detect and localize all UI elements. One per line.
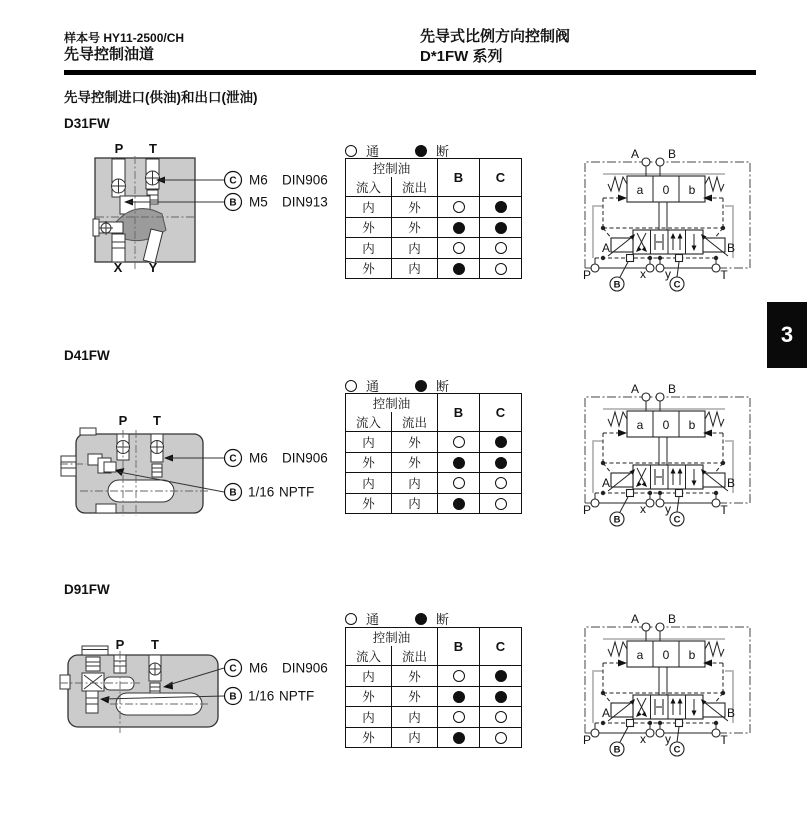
cell-out: 内 [392, 727, 438, 748]
cell-in: 外 [346, 493, 392, 514]
col-b-header: B [438, 159, 480, 197]
cell-b [438, 238, 480, 259]
col-in-header: 流入 [346, 177, 392, 197]
cell-in: 内 [346, 666, 392, 687]
state-dot [495, 691, 507, 703]
header-rule [64, 70, 756, 75]
callout-b-standard: NPTF [279, 484, 315, 500]
state-dot [453, 436, 465, 448]
col-in-header: 流入 [346, 646, 392, 666]
callout-b-thread: 1/16 [248, 484, 275, 500]
callout-c-thread: M6 [249, 172, 268, 188]
state-dot [495, 732, 507, 744]
cell-b [438, 686, 480, 707]
cell-b [438, 473, 480, 494]
state-dot [453, 670, 465, 682]
table-row [346, 493, 522, 514]
callout-c-standard: DIN906 [282, 172, 328, 188]
cell-out: 外 [392, 666, 438, 687]
cell-c [480, 493, 522, 514]
legend-open-label: 通 [366, 612, 380, 627]
d41fw-port-diagram [60, 406, 330, 520]
section-title-d31fw: D31FW [64, 116, 110, 131]
cell-out: 内 [392, 473, 438, 494]
table-group-header: 控制油 [346, 394, 438, 413]
cell-b [438, 217, 480, 238]
port-p-label: P [115, 637, 125, 652]
cell-b [438, 197, 480, 218]
cell-b [438, 666, 480, 687]
cell-c [480, 258, 522, 279]
cell-in: 外 [346, 727, 392, 748]
state-dot [495, 477, 507, 489]
cell-in: 外 [346, 217, 392, 238]
d31fw-port-diagram [60, 140, 330, 274]
cell-in: 内 [346, 473, 392, 494]
table-row [346, 473, 522, 494]
section-title-d41fw: D41FW [64, 348, 110, 363]
col-out-header: 流出 [392, 412, 438, 432]
callout-c-key: C [229, 453, 237, 465]
page-subtitle: 先导控制进口(供油)和出口(泄油) [64, 90, 258, 105]
state-dot [495, 457, 507, 469]
table-group-header: 控制油 [346, 159, 438, 178]
state-dot [495, 436, 507, 448]
legend-open-dot [345, 145, 357, 157]
legend [345, 609, 449, 628]
cell-b [438, 452, 480, 473]
callout-b-key: B [229, 487, 237, 499]
port-t-label: T [153, 413, 161, 428]
cell-c [480, 238, 522, 259]
cell-c [480, 432, 522, 453]
cell-b [438, 258, 480, 279]
cell-in: 内 [346, 238, 392, 259]
sample-number: 样本号 HY11-2500/CH [64, 31, 185, 45]
cell-out: 内 [392, 707, 438, 728]
table-row [346, 452, 522, 473]
port-y-label: Y [148, 260, 158, 275]
cell-in: 内 [346, 197, 392, 218]
legend-closed-dot [415, 613, 427, 625]
control-oil-table-d41fw [345, 393, 522, 514]
col-in-header: 流入 [346, 412, 392, 432]
cell-out: 外 [392, 432, 438, 453]
table-row [346, 727, 522, 748]
cell-in: 外 [346, 258, 392, 279]
product-title: 先导式比例方向控制阀 [420, 28, 571, 45]
callout-c-standard: DIN906 [282, 660, 328, 676]
cell-c [480, 727, 522, 748]
cell-c [480, 666, 522, 687]
cell-c [480, 197, 522, 218]
control-oil-table-d91fw [345, 627, 522, 748]
section-title-d91fw: D91FW [64, 582, 110, 597]
callout-c-key: C [229, 175, 237, 187]
cell-c [480, 473, 522, 494]
legend-closed-label: 断 [436, 379, 450, 394]
legend-open-label: 通 [366, 379, 380, 394]
d31fw-hydraulic-schematic [575, 146, 760, 294]
cell-b [438, 727, 480, 748]
table-row [346, 217, 522, 238]
table-row [346, 197, 522, 218]
callout-c-standard: DIN906 [282, 450, 328, 466]
callout-b-thread: 1/16 [248, 688, 275, 704]
cell-in: 外 [346, 686, 392, 707]
state-dot [495, 242, 507, 254]
cell-b [438, 707, 480, 728]
cell-out: 外 [392, 452, 438, 473]
cell-c [480, 452, 522, 473]
chapter-tab: 3 [767, 302, 807, 368]
legend-closed-label: 断 [436, 144, 450, 159]
col-c-header: C [480, 628, 522, 666]
port-t-label: T [149, 141, 157, 156]
legend-open-dot [345, 613, 357, 625]
port-t-label: T [151, 637, 159, 652]
cell-b [438, 432, 480, 453]
col-c-header: C [480, 159, 522, 197]
col-c-header: C [480, 394, 522, 432]
table-row [346, 707, 522, 728]
legend-closed-dot [415, 380, 427, 392]
state-dot [453, 242, 465, 254]
control-oil-table-d31fw [345, 158, 522, 279]
table-row [346, 258, 522, 279]
legend-closed-dot [415, 145, 427, 157]
state-dot [453, 711, 465, 723]
callout-b-key: B [229, 197, 237, 209]
d91fw-port-diagram [60, 635, 330, 737]
state-dot [453, 691, 465, 703]
legend-open-label: 通 [366, 144, 380, 159]
cell-c [480, 707, 522, 728]
col-b-header: B [438, 394, 480, 432]
port-x-label: X [113, 260, 123, 275]
port-p-label: P [118, 413, 128, 428]
series-title: D*1FW 系列 [420, 48, 503, 65]
callout-b-standard: DIN913 [282, 194, 328, 210]
cell-out: 外 [392, 686, 438, 707]
cell-in: 外 [346, 452, 392, 473]
callout-b-thread: M5 [249, 194, 268, 210]
col-out-header: 流出 [392, 646, 438, 666]
legend-open-dot [345, 380, 357, 392]
table-row [346, 238, 522, 259]
cell-out: 内 [392, 493, 438, 514]
table-row [346, 686, 522, 707]
callout-c-thread: M6 [249, 450, 268, 466]
cell-out: 外 [392, 197, 438, 218]
state-dot [495, 201, 507, 213]
d41fw-hydraulic-schematic [575, 381, 760, 529]
state-dot [453, 732, 465, 744]
legend-closed-label: 断 [436, 612, 450, 627]
state-dot [495, 498, 507, 510]
state-dot [495, 263, 507, 275]
port-p-label: P [114, 141, 124, 156]
state-dot [453, 477, 465, 489]
table-group-header: 控制油 [346, 628, 438, 647]
state-dot [453, 222, 465, 234]
state-dot [495, 711, 507, 723]
callout-c-thread: M6 [249, 660, 268, 676]
cell-c [480, 217, 522, 238]
table-row [346, 666, 522, 687]
cell-out: 外 [392, 217, 438, 238]
col-b-header: B [438, 628, 480, 666]
state-dot [495, 670, 507, 682]
state-dot [453, 201, 465, 213]
cell-in: 内 [346, 432, 392, 453]
cell-out: 内 [392, 258, 438, 279]
cell-c [480, 686, 522, 707]
cell-out: 内 [392, 238, 438, 259]
table-row [346, 432, 522, 453]
doc-title: 先导控制油道 [64, 46, 155, 63]
d91fw-hydraulic-schematic [575, 611, 760, 759]
cell-b [438, 493, 480, 514]
state-dot [453, 498, 465, 510]
cell-in: 内 [346, 707, 392, 728]
callout-b-key: B [229, 691, 237, 703]
state-dot [453, 457, 465, 469]
state-dot [495, 222, 507, 234]
callout-b-standard: NPTF [279, 688, 315, 704]
col-out-header: 流出 [392, 177, 438, 197]
callout-c-key: C [229, 663, 237, 675]
state-dot [453, 263, 465, 275]
